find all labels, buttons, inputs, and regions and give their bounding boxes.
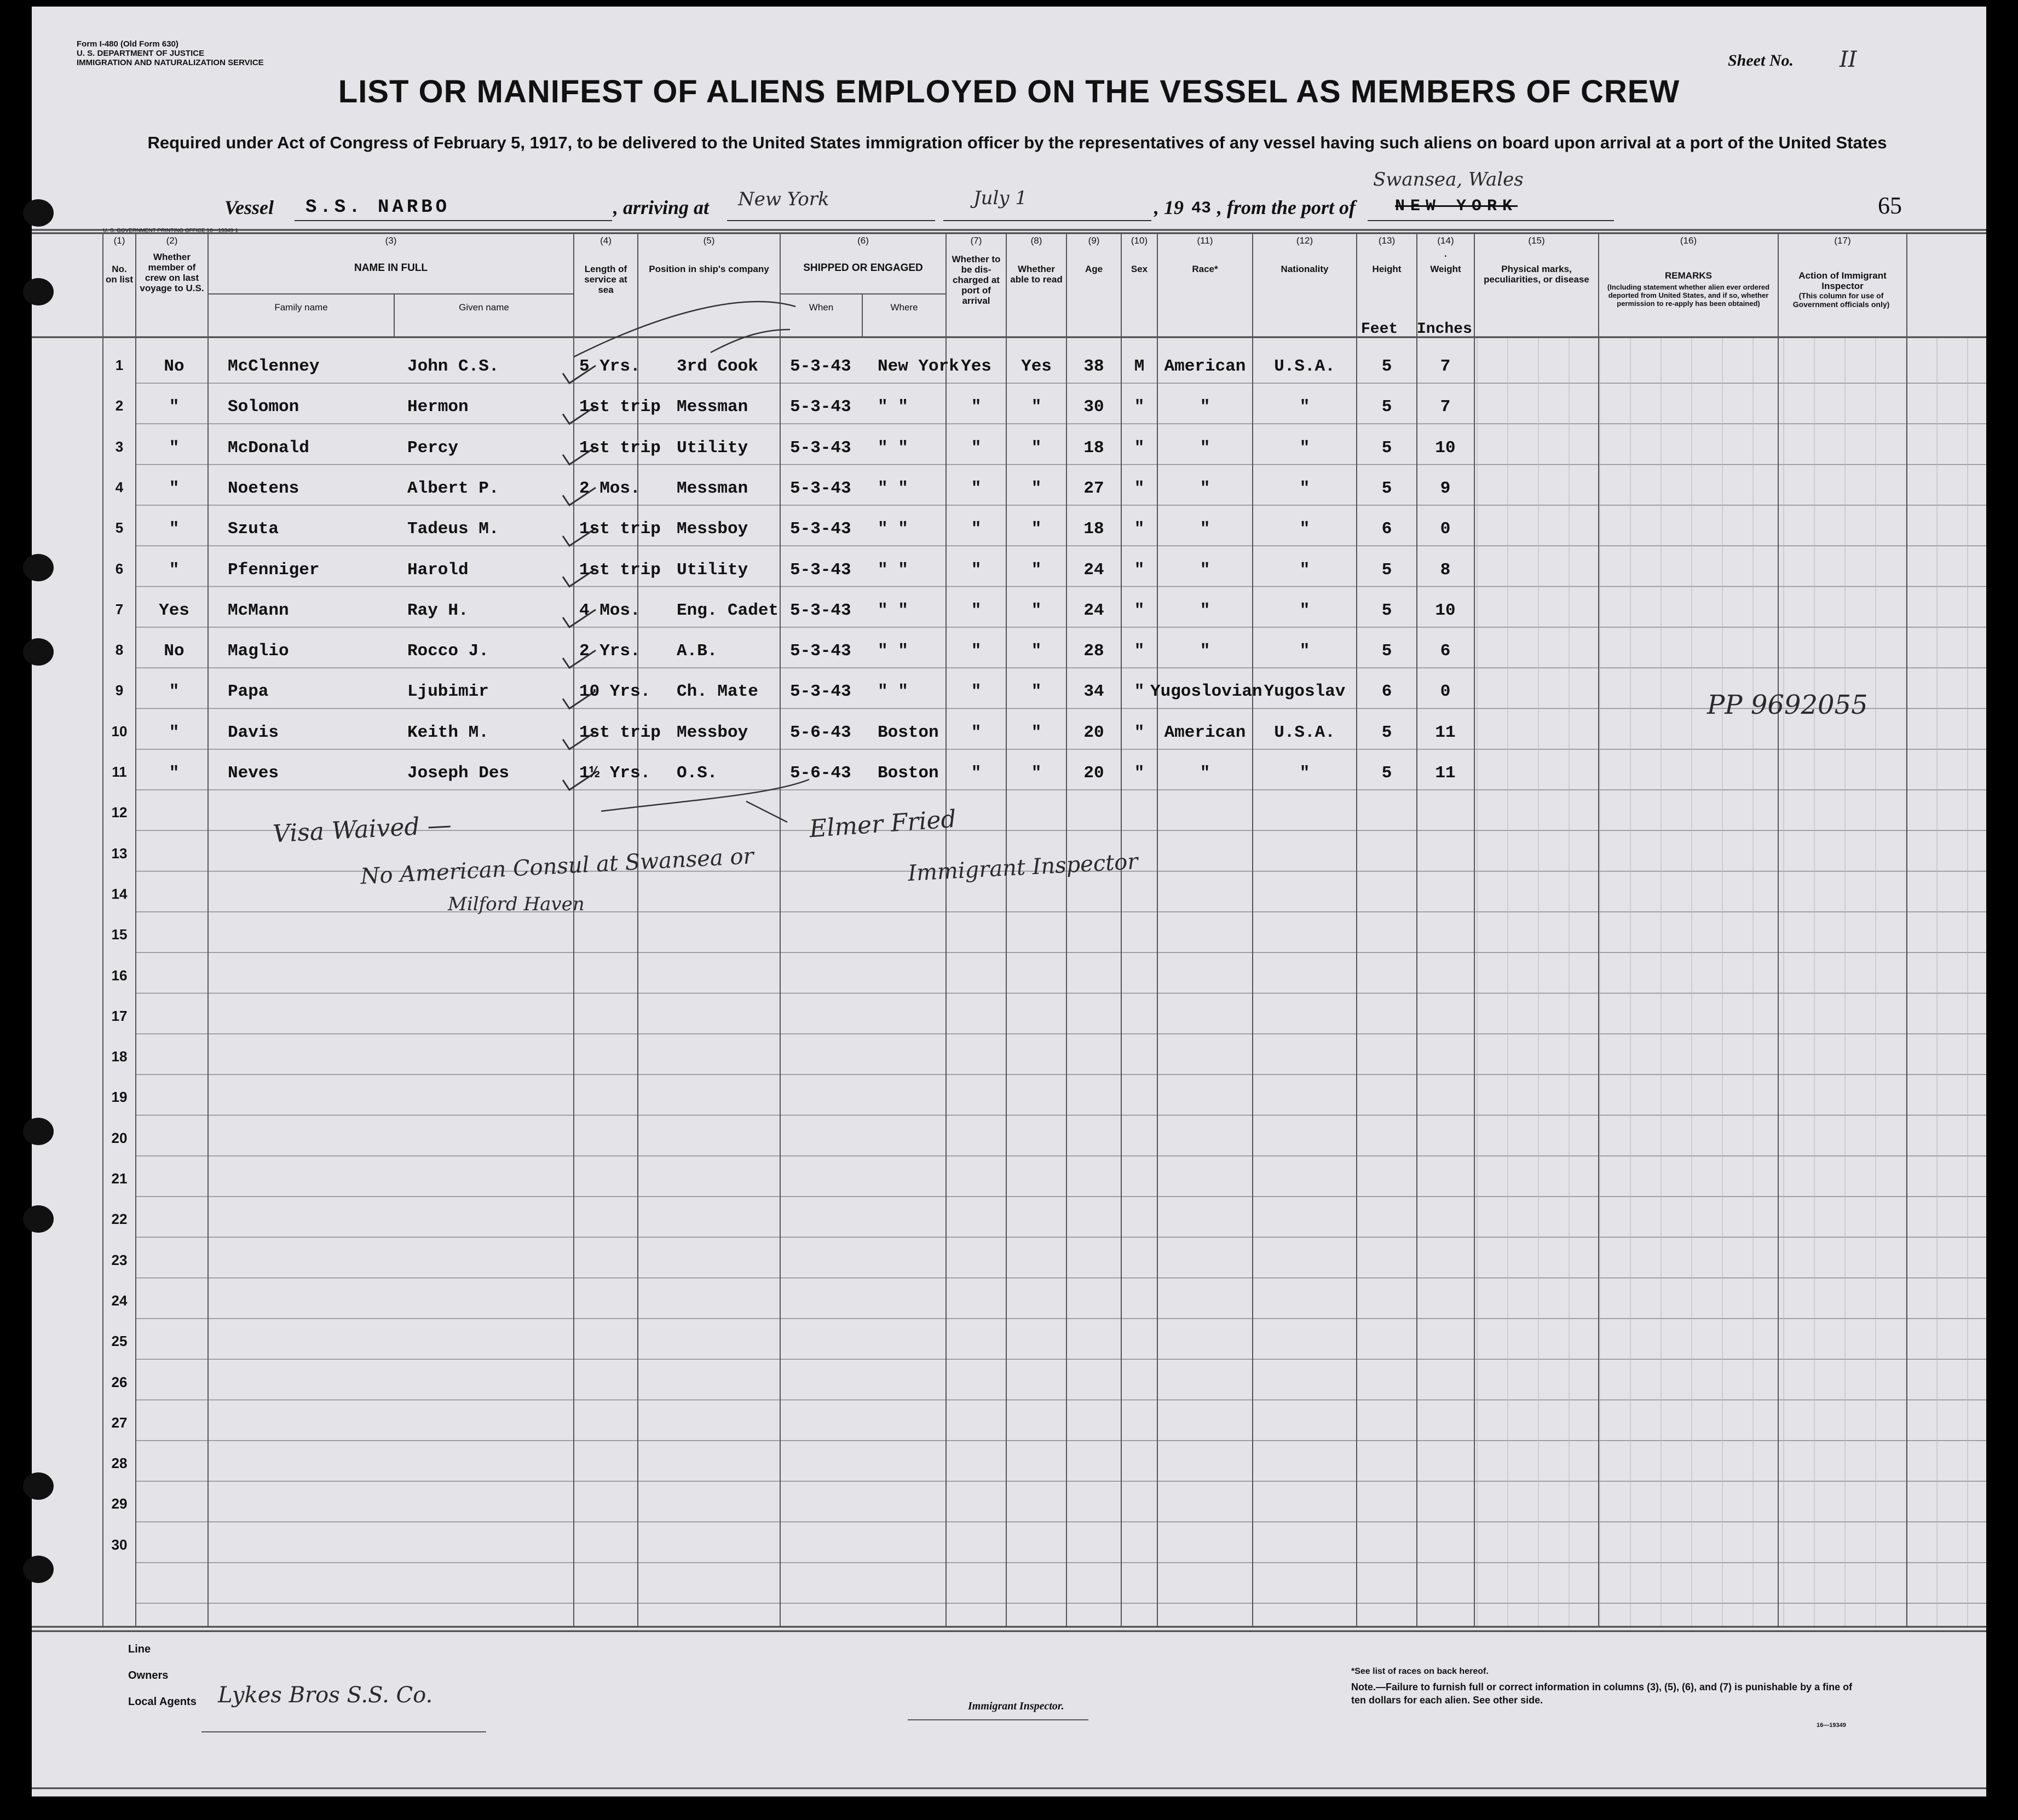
- height-inches-cell: 10: [1435, 438, 1456, 458]
- nationality-cell: ": [1299, 764, 1310, 783]
- inspector-title-handwritten: Immigrant Inspector: [907, 849, 1139, 886]
- punch-hole: [23, 638, 54, 666]
- able-to-read-cell: Yes: [1021, 357, 1052, 376]
- family-name-cell: Solomon: [228, 397, 299, 417]
- row-number: 9: [115, 682, 124, 699]
- owners-label: Owners: [128, 1669, 169, 1682]
- column-header: Sex: [1131, 264, 1148, 274]
- height-feet-cell: 5: [1381, 764, 1392, 783]
- year-prefix: , 19: [1154, 197, 1184, 218]
- column-header: Whether to be dis-charged at port of arrival: [952, 254, 1001, 306]
- shipped-where-cell: Boston: [878, 764, 939, 783]
- row-number: 1: [115, 357, 124, 373]
- milford-note: Milford Haven: [448, 893, 585, 915]
- punch-hole: [23, 1556, 54, 1583]
- position-cell: Utility: [677, 560, 748, 580]
- column-header: Height: [1372, 264, 1402, 274]
- discharged-cell: ": [971, 723, 982, 742]
- column-header: REMARKS: [1665, 270, 1712, 281]
- able-to-read-cell: ": [1031, 600, 1042, 620]
- column-number: (13): [1378, 235, 1396, 246]
- vessel-label: Vessel: [224, 197, 274, 218]
- row-number: 16: [111, 967, 128, 984]
- nationality-cell: U.S.A.: [1274, 357, 1335, 376]
- arriving-port: New York: [738, 188, 829, 210]
- column-number: (10): [1131, 235, 1148, 246]
- position-cell: O.S.: [677, 764, 718, 783]
- race-cell: ": [1200, 397, 1210, 417]
- age-cell: 28: [1083, 642, 1104, 661]
- shipped-where-cell: " ": [878, 682, 908, 702]
- row-number: 10: [111, 723, 128, 739]
- shipped-when-cell: 5-3-43: [790, 478, 851, 498]
- service-length-cell: 1st trip: [579, 560, 661, 580]
- shipped-where-cell: " ": [878, 397, 908, 417]
- column-number: (17): [1834, 235, 1851, 246]
- column-number: (9): [1088, 235, 1100, 246]
- inches-label: Inches: [1417, 321, 1472, 338]
- nationality-cell: U.S.A.: [1274, 723, 1335, 742]
- penalty-note: Note.—Failure to furnish full or correct information in columns (3), (5), (6), and (7) is punishable by a fine of ten dollars for each alien. See other side.: [1351, 1682, 1853, 1706]
- shipped-where-cell: " ": [878, 560, 908, 580]
- age-cell: 34: [1083, 682, 1104, 702]
- agents-label: Local Agents: [128, 1696, 197, 1708]
- height-inches-cell: 0: [1440, 519, 1451, 539]
- position-cell: Messman: [677, 478, 748, 498]
- discharged-cell: ": [971, 519, 982, 539]
- column-header: Race*: [1192, 264, 1218, 274]
- shipped-where-cell: " ": [878, 642, 908, 661]
- column-header: Position in ship's company: [649, 264, 769, 274]
- column-header: SHIPPED OR ENGAGED: [803, 262, 923, 274]
- race-footnote: *See list of races on back hereof.: [1351, 1667, 1489, 1676]
- given-name-subhead: Given name: [459, 302, 509, 313]
- sex-cell: ": [1134, 723, 1145, 742]
- discharged-cell: ": [971, 560, 982, 580]
- when-subhead: When: [809, 302, 834, 313]
- family-name-cell: Noetens: [228, 478, 299, 498]
- given-name-cell: Ljubimir: [407, 682, 489, 702]
- age-cell: 38: [1083, 357, 1104, 376]
- race-cell: American: [1164, 723, 1246, 742]
- last-voyage-cell: No: [164, 357, 184, 376]
- able-to-read-cell: ": [1031, 478, 1042, 498]
- family-name-cell: Papa: [228, 682, 269, 702]
- shipped-when-cell: 5-3-43: [790, 560, 851, 580]
- column-number: (11): [1197, 235, 1213, 246]
- discharged-cell: ": [971, 682, 982, 702]
- able-to-read-cell: ": [1031, 560, 1042, 580]
- sex-cell: ": [1134, 764, 1145, 783]
- nationality-cell: ": [1299, 600, 1310, 620]
- height-inches-cell: 11: [1435, 764, 1456, 783]
- column-header: Age: [1085, 264, 1103, 274]
- service-length-cell: 1st trip: [579, 519, 661, 539]
- column-header: No. on list: [105, 264, 134, 285]
- height-inches-cell: 8: [1440, 560, 1451, 580]
- service-length-cell: 5 Yrs.: [579, 357, 641, 376]
- last-voyage-cell: ": [169, 478, 180, 498]
- given-name-cell: John C.S.: [407, 357, 499, 376]
- height-inches-cell: 6: [1440, 642, 1451, 661]
- row-number: 24: [111, 1292, 128, 1309]
- height-feet-cell: 5: [1381, 478, 1392, 498]
- sheet-number-label: Sheet No.: [1728, 51, 1794, 70]
- family-name-cell: Pfenniger: [228, 560, 320, 580]
- row-number: 5: [115, 519, 124, 536]
- column-number: (12): [1296, 235, 1313, 246]
- discharged-cell: ": [971, 764, 982, 783]
- column-header: Weight: [1430, 264, 1461, 274]
- punch-hole: [23, 1472, 54, 1500]
- given-name-cell: Joseph Des: [407, 764, 510, 783]
- position-cell: Messboy: [677, 723, 748, 742]
- family-name-cell: McClenney: [228, 357, 320, 376]
- column-header: Length of service at sea: [584, 264, 627, 295]
- row-number: 7: [115, 600, 124, 617]
- column-header: Action of Immigrant Inspector: [1798, 270, 1887, 291]
- able-to-read-cell: ": [1031, 519, 1042, 539]
- sex-cell: ": [1134, 397, 1145, 417]
- remarks-note: (Including statement whether alien ever ordered deported from United States, and if so, whether permission to re-apply has been obtained): [1607, 283, 1770, 308]
- sex-cell: ": [1134, 478, 1145, 498]
- form-number: Form I-480 (Old Form 630): [77, 39, 178, 49]
- feet-label: Feet: [1361, 321, 1398, 338]
- discharged-cell: Yes: [961, 357, 991, 376]
- form-code: 16—19349: [1817, 1722, 1846, 1729]
- column-header: Nationality: [1281, 264, 1329, 274]
- race-cell: ": [1200, 478, 1210, 498]
- row-number: 12: [111, 804, 128, 821]
- last-voyage-cell: ": [169, 438, 180, 458]
- line-label: Line: [128, 1643, 151, 1655]
- race-cell: ": [1200, 600, 1210, 620]
- height-feet-cell: 5: [1381, 642, 1392, 661]
- race-cell: ": [1200, 642, 1210, 661]
- document-title: LIST OR MANIFEST OF ALIENS EMPLOYED ON THE VESSEL AS MEMBERS OF CREW: [338, 74, 1680, 109]
- column-header: Physical marks, peculiarities, or disease: [1484, 264, 1589, 285]
- family-name-cell: Davis: [228, 723, 279, 742]
- height-inches-cell: 10: [1435, 600, 1456, 620]
- service-length-cell: 1½ Yrs.: [579, 764, 651, 783]
- action-note: (This column for use of Government officials only): [1792, 291, 1890, 309]
- column-number: (5): [703, 235, 715, 246]
- sex-cell: ": [1134, 438, 1145, 458]
- given-name-cell: Tadeus M.: [407, 519, 499, 539]
- page-number: 65: [1878, 192, 1902, 219]
- able-to-read-cell: ": [1031, 723, 1042, 742]
- shipped-when-cell: 5-3-43: [790, 682, 851, 702]
- discharged-cell: ": [971, 642, 982, 661]
- column-number: (7): [970, 235, 982, 246]
- shipped-when-cell: 5-3-43: [790, 642, 851, 661]
- row-number: 4: [115, 478, 124, 495]
- height-feet-cell: 5: [1381, 438, 1392, 458]
- last-voyage-cell: ": [169, 397, 180, 417]
- nationality-cell: ": [1299, 397, 1310, 417]
- row-number: 23: [111, 1251, 128, 1268]
- row-number: 18: [111, 1048, 128, 1065]
- last-voyage-cell: ": [169, 519, 180, 539]
- sex-cell: M: [1134, 357, 1145, 376]
- sex-cell: ": [1134, 600, 1145, 620]
- race-cell: ": [1200, 438, 1210, 458]
- able-to-read-cell: ": [1031, 764, 1042, 783]
- column-number: (16): [1680, 235, 1697, 246]
- column-number: (3): [385, 235, 397, 246]
- shipped-where-cell: New York: [878, 357, 959, 376]
- document-subtitle: Required under Act of Congress of February 5, 1917, to be delivered to the United States immigration officer by the representatives of any vessel having such aliens on board upon arrival at a port of the United States: [147, 133, 1887, 152]
- inspector-label: Immigrant Inspector.: [968, 1700, 1064, 1712]
- sex-cell: ": [1134, 519, 1145, 539]
- position-cell: Messman: [677, 397, 748, 417]
- form-header-block: [77, 39, 264, 67]
- race-cell: Yugoslovian: [1150, 682, 1262, 702]
- shipped-when-cell: 5-3-43: [790, 357, 851, 376]
- shipped-when-cell: 5-3-43: [790, 438, 851, 458]
- row-number: 15: [111, 926, 128, 943]
- row-number: 26: [111, 1373, 128, 1390]
- service-length-cell: 2 Yrs.: [579, 642, 641, 661]
- height-feet-cell: 6: [1381, 519, 1392, 539]
- family-name-subhead: Family name: [274, 302, 328, 313]
- row-number: 28: [111, 1455, 128, 1472]
- service-length-cell: 4 Mos.: [579, 600, 641, 620]
- row-number: 25: [111, 1333, 128, 1350]
- last-voyage-cell: ": [169, 682, 180, 702]
- shipped-where-cell: " ": [878, 600, 908, 620]
- position-cell: Utility: [677, 438, 748, 458]
- vessel-name: S.S. NARBO: [305, 197, 451, 218]
- visa-waived-note: Visa Waived —: [272, 811, 452, 848]
- sheet-number-value: II: [1840, 47, 1857, 72]
- given-name-cell: Keith M.: [407, 723, 489, 742]
- age-cell: 20: [1083, 764, 1104, 783]
- column-header: Whether able to read: [1010, 264, 1063, 285]
- family-name-cell: McDonald: [228, 438, 309, 458]
- height-feet-cell: 6: [1381, 682, 1392, 702]
- given-name-cell: Percy: [407, 438, 459, 458]
- row-number: 19: [111, 1089, 128, 1106]
- shipped-where-cell: " ": [878, 438, 908, 458]
- shipped-where-cell: Boston: [878, 723, 939, 742]
- column-header: Whether member of crew on last voyage to U.S.: [140, 252, 204, 293]
- row-number: 2: [115, 397, 124, 414]
- race-cell: ": [1200, 519, 1210, 539]
- column-number: (4): [600, 235, 612, 246]
- vessel-line: [32, 169, 1986, 227]
- nationality-cell: ": [1299, 438, 1310, 458]
- height-feet-cell: 5: [1381, 600, 1392, 620]
- punch-hole: [23, 1118, 54, 1145]
- service-length-cell: 2 Mos.: [579, 478, 641, 498]
- position-cell: 3rd Cook: [677, 357, 758, 376]
- discharged-cell: ": [971, 600, 982, 620]
- from-label: , from the port of: [1217, 197, 1356, 218]
- department-name: U. S. DEPARTMENT OF JUSTICE: [77, 49, 205, 58]
- from-port-handwritten: Swansea, Wales: [1373, 169, 1524, 190]
- arriving-label: , arriving at: [613, 197, 710, 218]
- age-cell: 30: [1083, 397, 1104, 417]
- position-cell: Messboy: [677, 519, 748, 539]
- family-name-cell: Szuta: [228, 519, 279, 539]
- sex-cell: ": [1134, 682, 1145, 702]
- row-number: 13: [111, 845, 128, 862]
- punch-hole: [23, 554, 54, 581]
- last-voyage-cell: ": [169, 764, 180, 783]
- shipped-when-cell: 5-3-43: [790, 397, 851, 417]
- column-number: (15): [1528, 235, 1545, 246]
- discharged-cell: ": [971, 478, 982, 498]
- no-consul-note: No American Consul at Swansea or: [360, 843, 754, 889]
- discharged-cell: ": [971, 438, 982, 458]
- shipped-where-cell: " ": [878, 478, 908, 498]
- family-name-cell: Maglio: [228, 642, 289, 661]
- age-cell: 24: [1083, 560, 1104, 580]
- arrival-date: July 1: [973, 187, 1028, 209]
- given-name-cell: Rocco J.: [407, 642, 489, 661]
- given-name-cell: Harold: [407, 560, 469, 580]
- nationality-cell: ": [1299, 478, 1310, 498]
- nationality-cell: Yugoslav: [1264, 682, 1346, 702]
- column-header: NAME IN FULL: [354, 262, 428, 274]
- able-to-read-cell: ": [1031, 438, 1042, 458]
- row-number: 21: [111, 1170, 128, 1187]
- position-cell: Ch. Mate: [677, 682, 758, 702]
- row-number: 14: [111, 885, 128, 902]
- punch-hole: [23, 199, 54, 227]
- row-number: 30: [111, 1536, 128, 1553]
- family-name-cell: McMann: [228, 600, 289, 620]
- able-to-read-cell: ": [1031, 397, 1042, 417]
- punch-hole: [23, 1205, 54, 1233]
- punch-hole: [23, 278, 54, 305]
- inspector-signature: Elmer Fried: [808, 805, 958, 843]
- age-cell: 18: [1083, 519, 1104, 539]
- height-inches-cell: 7: [1440, 397, 1451, 417]
- last-voyage-cell: No: [164, 642, 184, 661]
- column-number: (1): [113, 235, 125, 246]
- sex-cell: ": [1134, 560, 1145, 580]
- service-name: IMMIGRATION AND NATURALIZATION SERVICE: [77, 58, 264, 67]
- given-name-cell: Albert P.: [407, 478, 499, 498]
- shipped-when-cell: 5-6-43: [790, 764, 851, 783]
- given-name-cell: Hermon: [407, 397, 469, 417]
- height-inches-cell: 0: [1440, 682, 1451, 702]
- sex-cell: ": [1134, 642, 1145, 661]
- row-number: 20: [111, 1129, 128, 1146]
- family-name-cell: Neves: [228, 764, 279, 783]
- race-cell: American: [1164, 357, 1246, 376]
- service-length-cell: 1st trip: [579, 723, 661, 742]
- row-number: 29: [111, 1495, 128, 1512]
- remark-pp-number: PP 9692055: [1707, 690, 1868, 720]
- height-feet-cell: 5: [1381, 560, 1392, 580]
- year-suffix: 43: [1191, 199, 1212, 218]
- where-subhead: Where: [890, 302, 918, 313]
- row-number: 6: [115, 560, 124, 577]
- able-to-read-cell: ": [1031, 682, 1042, 702]
- height-inches-cell: 7: [1440, 357, 1451, 376]
- row-number: 17: [111, 1007, 128, 1024]
- race-cell: ": [1200, 560, 1210, 580]
- service-length-cell: 1st trip: [579, 397, 661, 417]
- row-number: 27: [111, 1414, 128, 1431]
- age-cell: 27: [1083, 478, 1104, 498]
- age-cell: 18: [1083, 438, 1104, 458]
- printing-office-line: U. S. GOVERNMENT PRINTING OFFICE 16—19349-1: [103, 228, 239, 234]
- row-number: 8: [115, 642, 124, 658]
- discharged-cell: ": [971, 397, 982, 417]
- age-cell: 20: [1083, 723, 1104, 742]
- column-number: (14): [1437, 235, 1454, 246]
- nationality-cell: ": [1299, 560, 1310, 580]
- shipped-when-cell: 5-3-43: [790, 600, 851, 620]
- column-number: (8): [1030, 235, 1042, 246]
- manifest-sheet: [32, 7, 1986, 1796]
- shipped-when-cell: 5-3-43: [790, 519, 851, 539]
- height-feet-cell: 5: [1381, 357, 1392, 376]
- row-number: 22: [111, 1211, 128, 1228]
- position-cell: A.B.: [677, 642, 718, 661]
- last-voyage-cell: ": [169, 723, 180, 742]
- shipped-when-cell: 5-6-43: [790, 723, 851, 742]
- last-voyage-cell: ": [169, 560, 180, 580]
- weight-dot: .: [1444, 249, 1447, 259]
- service-length-cell: 10 Yrs.: [579, 682, 651, 702]
- row-number: 11: [112, 764, 127, 780]
- row-number: 3: [115, 438, 124, 455]
- nationality-cell: ": [1299, 642, 1310, 661]
- nationality-cell: ": [1299, 519, 1310, 539]
- agents-value: Lykes Bros S.S. Co.: [218, 1683, 433, 1708]
- last-voyage-cell: Yes: [159, 600, 189, 620]
- height-feet-cell: 5: [1381, 397, 1392, 417]
- race-cell: ": [1200, 764, 1210, 783]
- shipped-where-cell: " ": [878, 519, 908, 539]
- given-name-cell: Ray H.: [407, 600, 469, 620]
- column-number: (2): [166, 235, 178, 246]
- column-number: (6): [857, 235, 869, 246]
- height-feet-cell: 5: [1381, 723, 1392, 742]
- height-inches-cell: 11: [1435, 723, 1456, 742]
- service-length-cell: 1st trip: [579, 438, 661, 458]
- able-to-read-cell: ": [1031, 642, 1042, 661]
- position-cell: Eng. Cadet: [677, 600, 779, 620]
- from-port-typed: NEW YORK: [1395, 197, 1518, 216]
- age-cell: 24: [1083, 600, 1104, 620]
- height-inches-cell: 9: [1440, 478, 1451, 498]
